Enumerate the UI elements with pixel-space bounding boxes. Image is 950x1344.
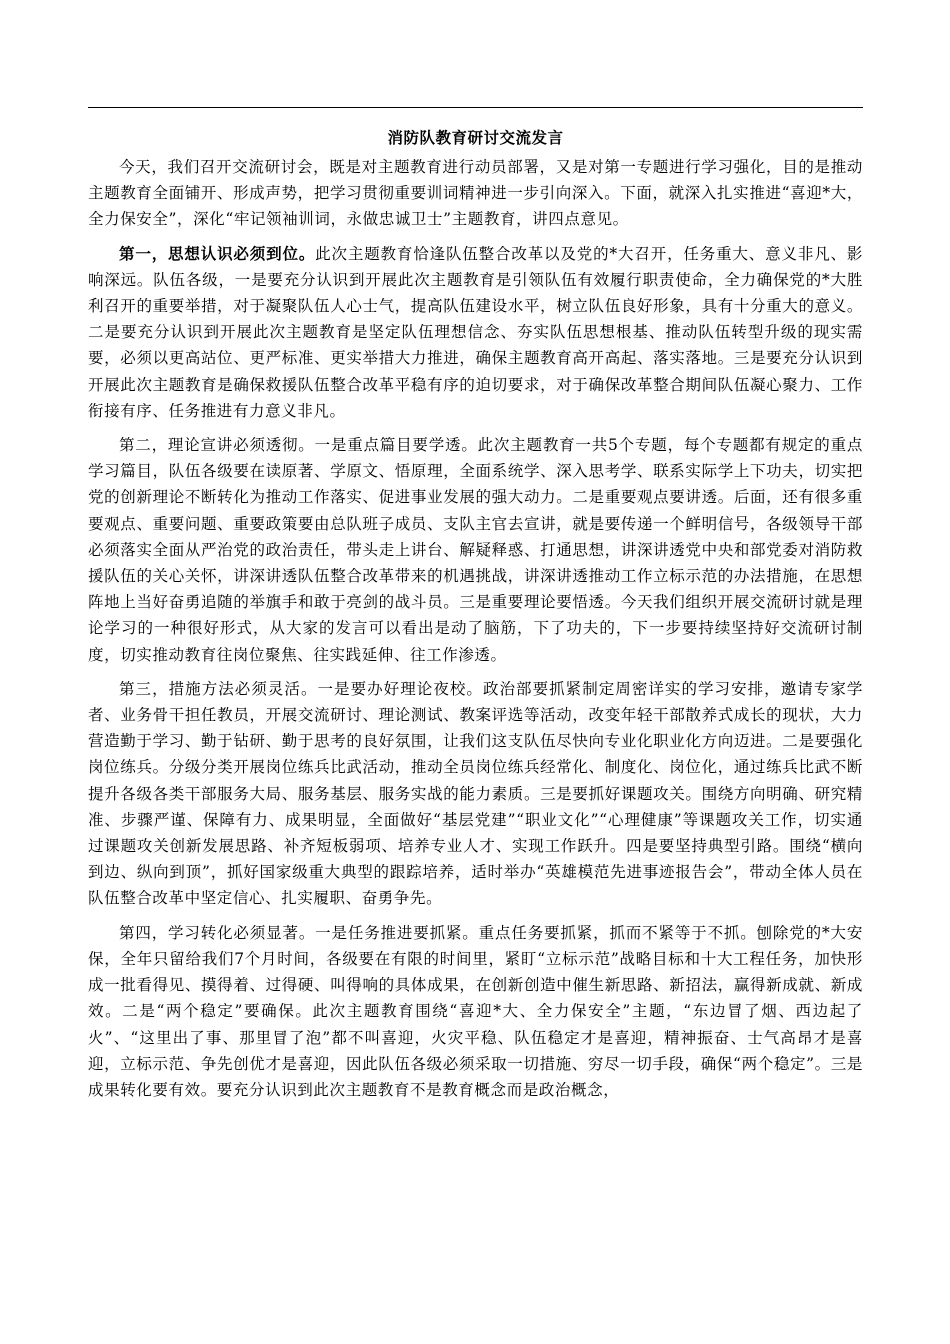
paragraph-heading: 第二，理论宣讲必须透彻。 xyxy=(119,436,315,455)
paragraph-heading: 第一，思想认识必须到位。 xyxy=(119,243,316,263)
paragraph-point-1 xyxy=(88,241,863,424)
paragraph-text: 此次主题教育恰逢队伍整合改革以及党的*大召开，任务重大、意义非凡、影响深远。队伍各级，一是要充分认识到开展此次主题教育是引领队伍有效履行职责使命，全力确保党的*大胜利召开的重要举措，对于凝聚队伍人心士气，提高队伍建设水平，树立队伍良好形象，具有十分重大的意义。二是要充分认识到开展此次主题教育是坚定队伍理想信念、夯实队伍思想根基、推动队伍转型升级的现实需要，必须以更高站位、更严标准、更实举措大力推进，确保主题教育高开高起、落实落地。三是要充分认识到开展此次主题教育是确保救援队伍整合改革平稳有序的迫切要求，对于确保改革整合期间队伍凝心聚力、工作衔接有序、任务推进有力意义非凡。 xyxy=(88,244,863,420)
paragraph-text: 今天，我们召开交流研讨会，既是对主题教育进行动员部署，又是对第一专题进行学习强化，目的是推动主题教育全面铺开、形成声势，把学习贯彻重要训词精神进一步引向深入。下面，就深入扎实推进“喜迎*大，全力保安全”，深化“牢记领袖训词，永做忠诚卫士”主题教育，讲四点意见。 xyxy=(88,158,863,229)
paragraph-text: 一是重点篇目要学透。此次主题教育一共5个专题，每个专题都有规定的重点学习篇目，队伍各级要在读原著、学原文、悟原理，全面系统学、深入思考学、联系实际学上下功夫，切实把党的创新理论不断转化为推动工作落实、促进事业发展的强大动力。二是重要观点要讲透。后面，还有很多重要观点、重要问题、重要政策要由总队班子成员、支队主官去宣讲，就是要传递一个鲜明信号，各级领导干部必须落实全面从严治党的政治责任，带头走上讲台、解疑释惑、打通思想，讲深讲透党中央和部党委对消防救援队伍的关心关怀，讲深讲透队伍整合改革带来的机遇挑战，讲深讲透推动工作立标示范的办法措施，在思想阵地上当好奋勇追随的举旗手和敢于亮剑的战斗员。三是重要理论要悟透。今天我们组织开展交流研讨就是理论学习的一种很好形式，从大家的发言可以看出是动了脑筋，下了功夫的，下一步要持续坚持好交流研讨制度，切实推动教育往岗位聚焦、往实践延伸、往工作渗透。 xyxy=(88,436,863,664)
paragraph-point-4 xyxy=(88,920,863,1103)
document-title: 消防队教育研讨交流发言 xyxy=(387,128,564,147)
paragraph-text: 第四，学习转化必须显著。一是任务推进要抓紧。重点任务要抓紧，抓而不紧等于不抓。刨除党的*大安保，全年只留给我们7个月时间，各级要在有限的时间里，紧盯“立标示范”战略目标和十大工程任务，加快形成一批看得见、摸得着、过得硬、叫得响的具体成果，在创新创造中催生新思路、新招法，赢得新成就、新成效。二是“两个稳定”要确保。此次主题教育围绕“喜迎*大、全力保安全”主题，“东边冒了烟、西边起了火”、“这里出了事、那里冒了泡”都不叫喜迎，火灾平稳、队伍稳定才是喜迎，精神振奋、士气高昂才是喜迎，立标示范、争先创优才是喜迎，因此队伍各级必须采取一切措施、穷尽一切手段，确保“两个稳定”。三是成果转化要有效。要充分认识到此次主题教育不是教育概念而是政治概念， xyxy=(88,923,863,1099)
paragraph-point-3 xyxy=(88,676,863,912)
header-rule xyxy=(88,107,863,108)
paragraph-text: 第三，措施方法必须灵活。一是要办好理论夜校。政治部要抓紧制定周密详实的学习安排，邀请专家学者、业务骨干担任教员，开展交流研讨、理论测试、教案评选等活动，改变年轻干部散养式成长的现状，大力营造勤于学习、勤于钻研、勤于思考的良好氛围，让我们这支队伍尽快向专业化职业化方向迈进。二是要强化岗位练兵。分级分类开展岗位练兵比武活动，推动全员岗位练兵经常化、制度化、岗位化，通过练兵比武不断提升各级各类干部服务大局、服务基层、服务实战的能力素质。三是要抓好课题攻关。围绕方向明确、研究精准、步骤严谨、保障有力、成果明显，全面做好“基层党建”“职业文化”“心理健康”等课题攻关工作，切实通过课题攻关创新发展思路、补齐短板弱项、培养专业人才、实现工作跃升。四是要坚持典型引路。围绕“横向到边、纵向到顶”，抓好国家级重大典型的跟踪培养，适时举办“英雄模范先进事迹报告会”，带动全体人员在队伍整合改革中坚定信心、扎实履职、奋勇争先。 xyxy=(88,679,863,908)
paragraph-point-2 xyxy=(88,432,863,668)
document-body xyxy=(88,124,863,1111)
paragraph-intro xyxy=(88,154,863,233)
